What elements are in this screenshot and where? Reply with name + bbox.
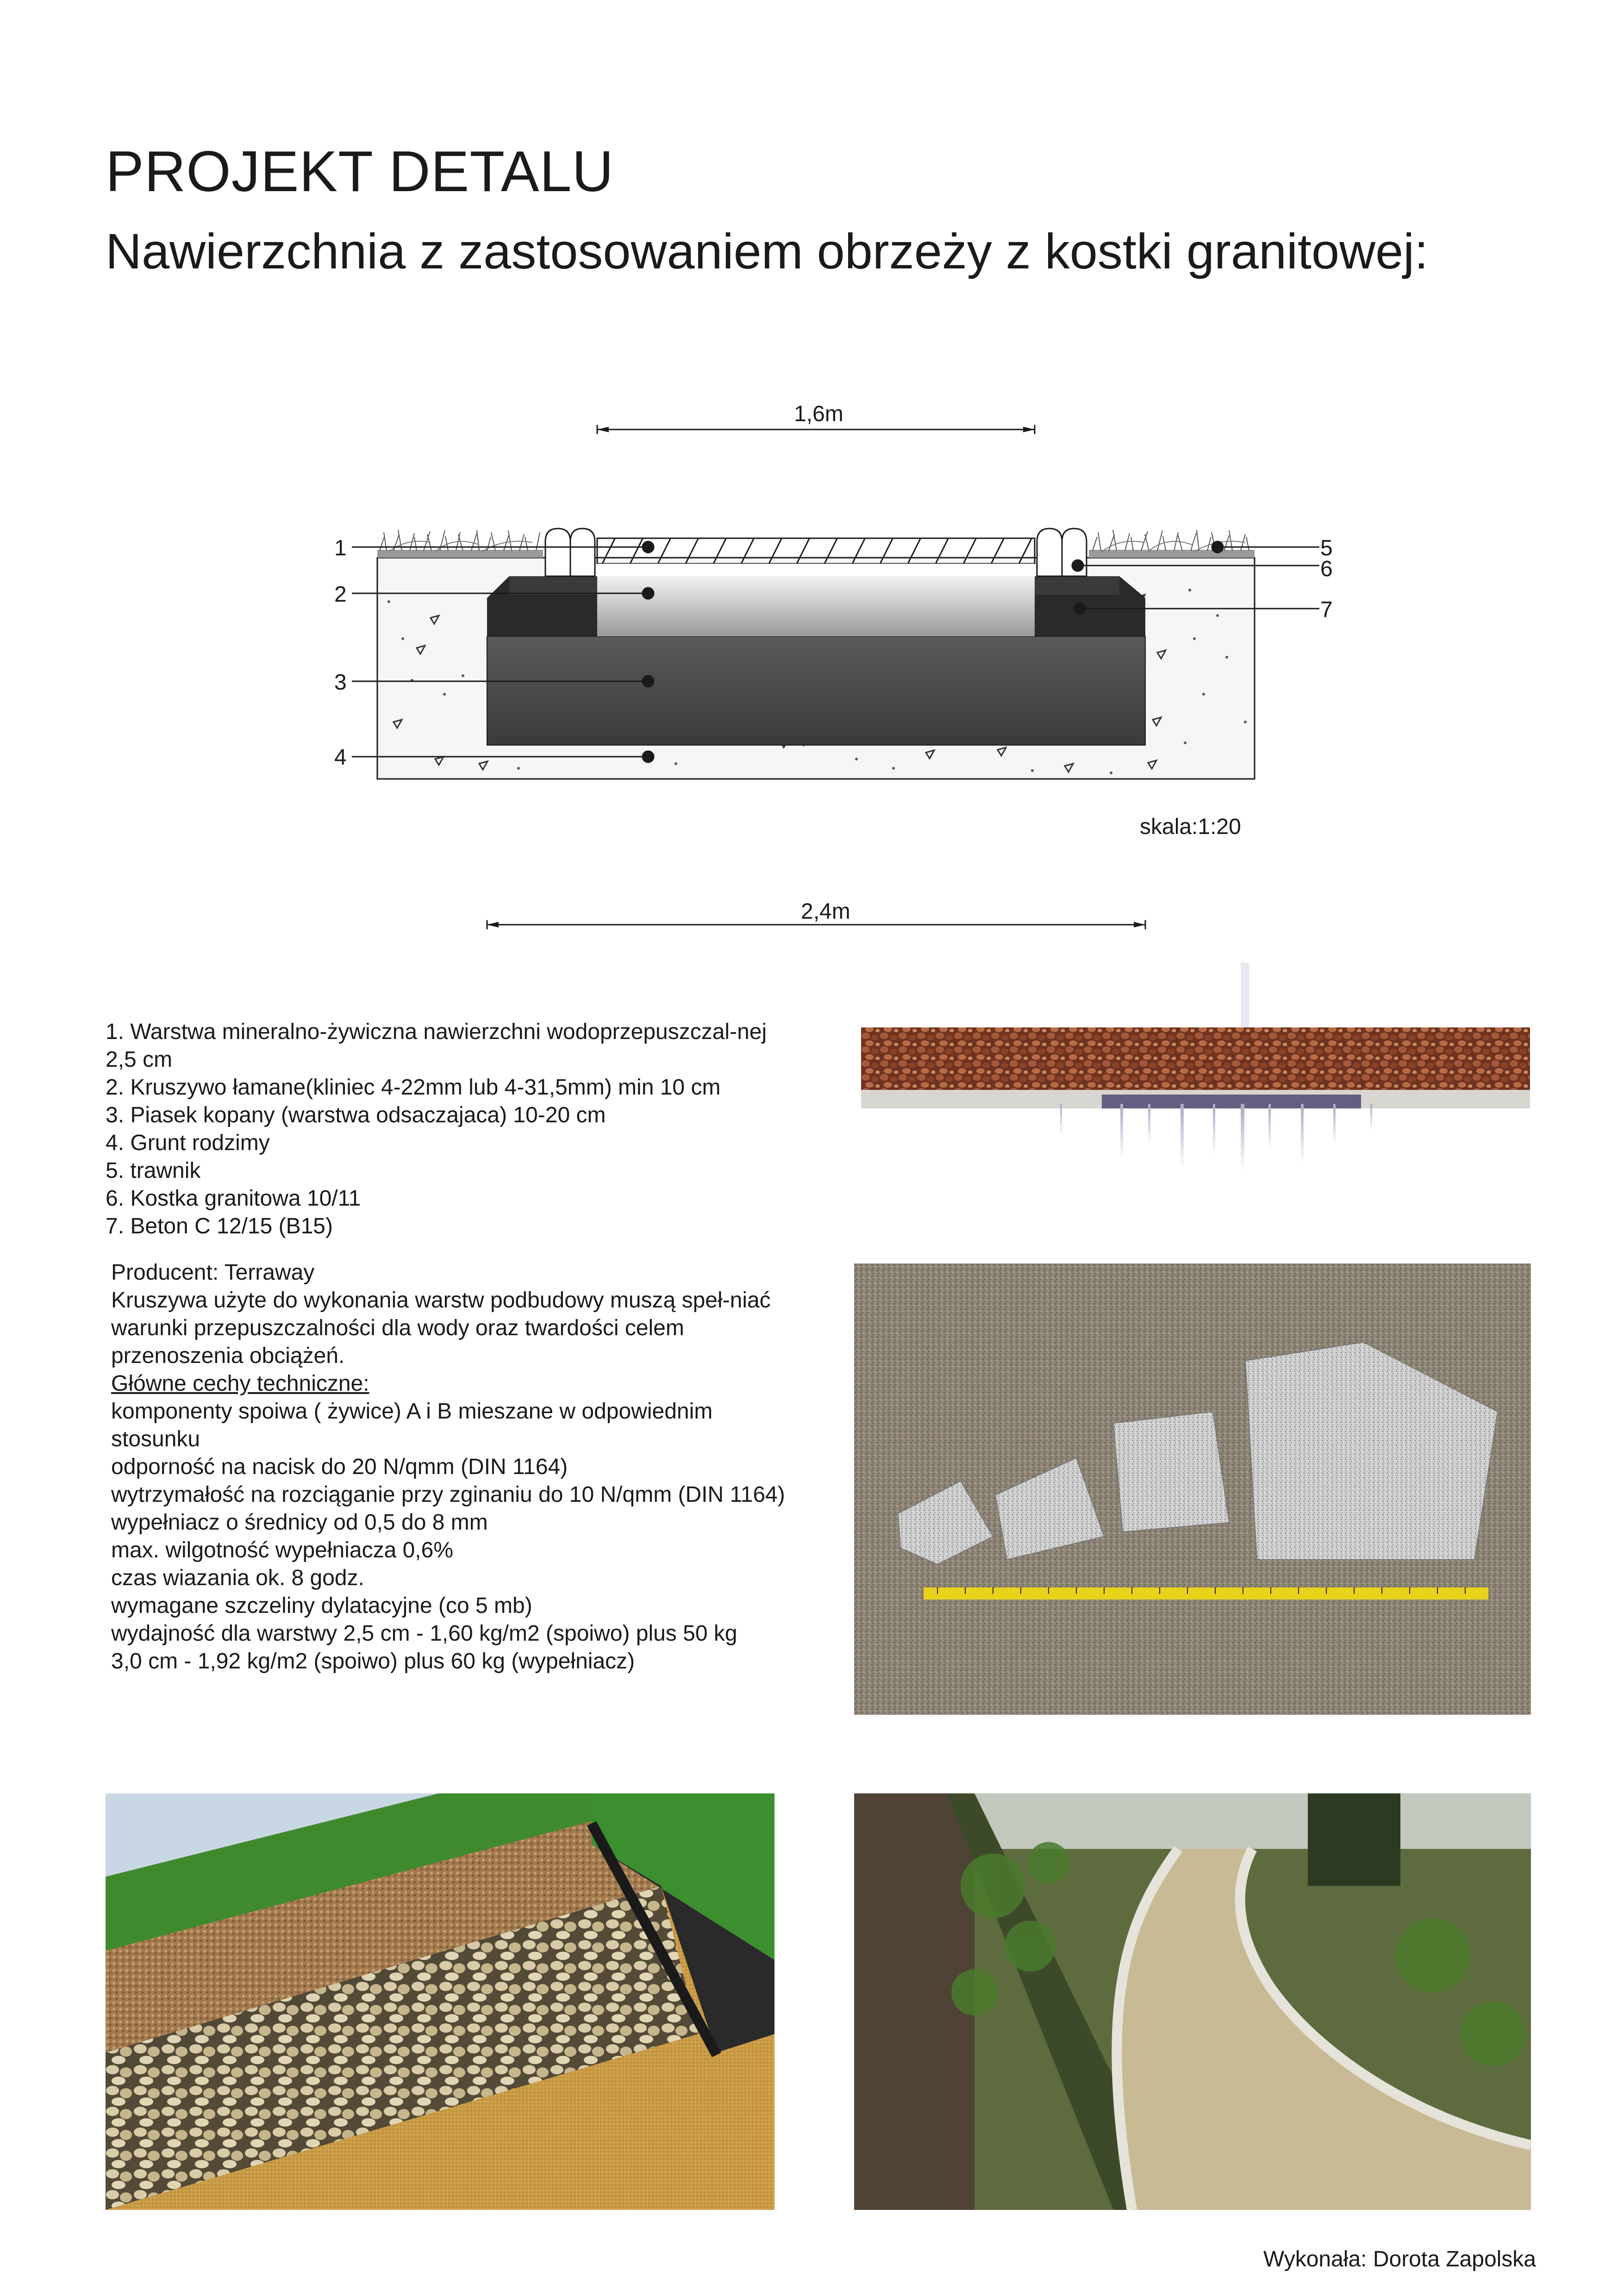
legend-item: 3. Piasek kopany (warstwa odsaczajaca) 10-20 cm [106,1103,606,1127]
legend-item: 4. Grunt rodzimy [106,1131,270,1155]
cross-section-diagram [324,398,1343,953]
feature-item: czas wiazania ok. 8 godz. [111,1566,364,1590]
feature-item: wydajność dla warstwy 2,5 cm - 1,60 kg/m2 (spoiwo) plus 50 kg [111,1621,737,1646]
granite-sett-left [545,529,595,576]
technical-specs [111,1259,787,1675]
specs-intro: Kruszywa użyte do wykonania warstw podbudowy muszą speł-niać warunki przepuszczalności dla wody oraz twardości celem przenoszenia obciążeń. [111,1288,771,1368]
feature-item: wytrzymałość na rozciąganie przy zginaniu do 10 N/qmm (DIN 1164) [111,1482,785,1507]
dimension-bottom [487,899,1145,929]
lawn-right [1089,530,1255,558]
callout-2: 2 [334,582,347,607]
feature-item: wypełniacz o średnicy od 0,5 do 8 mm [111,1510,488,1535]
legend-item: 2. Kruszywo łamane(kliniec 4-22mm lub 4-31,5mm) min 10 cm [106,1075,721,1100]
lawn-left [377,530,543,558]
sand-drainage-layer [487,636,1145,745]
legend-item: 1. Warstwa mineralno-żywiczna nawierzchni wodoprzepuszczal-nej 2,5 cm [106,1020,767,1072]
callout-3: 3 [334,670,347,695]
crushed-aggregate-layer [597,576,1035,636]
legend-item: 5. trawnik [106,1158,201,1183]
resin-surface-layer [597,538,1035,564]
feature-item: odporność na nacisk do 20 N/qmm (DIN 1164) [111,1455,568,1479]
feature-item: wymagane szczeliny dylatacyjne (co 5 mb) [111,1593,532,1618]
author-credit: Wykonała: Dorota Zapolska [1263,2247,1536,2271]
dim-top-label: 1,6m [794,402,843,426]
page-title: PROJEKT DETALU [106,140,614,204]
layer-legend [106,1018,781,1240]
feature-item: komponenty spoiwa ( żywice) A i B mieszane w odpowiednim stosunku [111,1399,713,1451]
dim-bottom-label: 2,4m [801,899,850,924]
feature-item: 3,0 cm - 1,92 kg/m2 (spoiwo) plus 60 kg (wypełniacz) [111,1649,635,1674]
photo-park-path [854,1793,1531,2210]
callout-4: 4 [334,745,347,770]
scale-label: skala:1:20 [1140,815,1241,839]
photo-layer-model [106,1793,775,2210]
legend-item: 7. Beton C 12/15 (B15) [106,1214,333,1238]
producer-line: Producent: Terraway [111,1260,315,1285]
photo-permeable-surface [861,963,1530,1171]
callout-1: 1 [334,536,347,560]
callout-6: 6 [1320,557,1333,581]
callout-5: 5 [1320,536,1333,560]
photo-granite-setts [854,1263,1531,1715]
callout-7: 7 [1320,597,1333,622]
features-heading: Główne cechy techniczne: [111,1371,369,1396]
feature-item: max. wilgotność wypełniacza 0,6% [111,1538,454,1562]
dimension-top [597,402,1035,434]
page-subtitle: Nawierzchnia z zastosowaniem obrzeży z kostki granitowej: [106,223,1429,279]
legend-item: 6. Kostka granitowa 10/11 [106,1186,361,1211]
